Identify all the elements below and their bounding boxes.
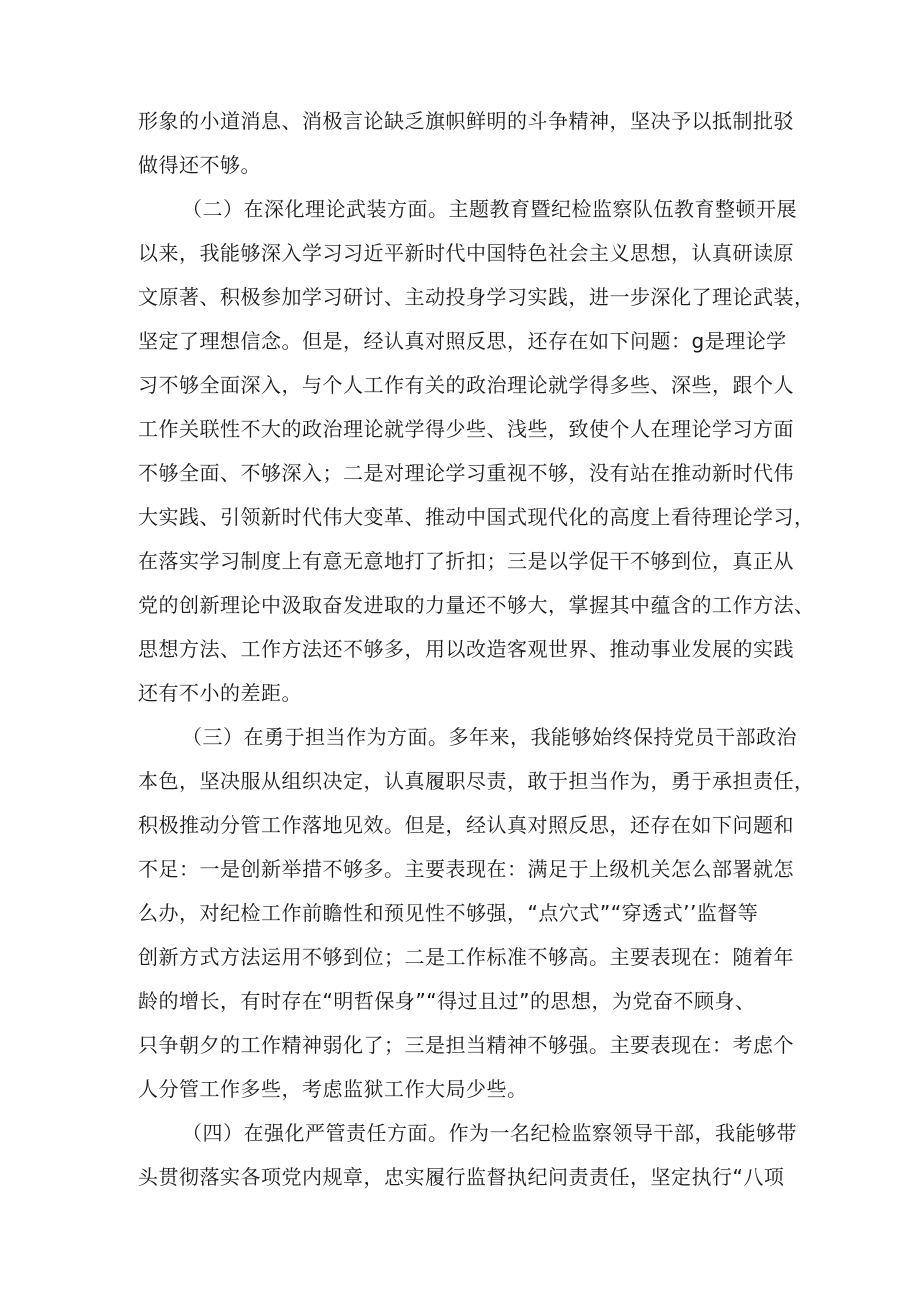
text-line: 人分管工作多些，考虑监狱工作大局少些。 [138,1077,528,1101]
paragraph-heading-2: （二）在深化理论武装方面。主题教育暨纪检监察队伍教育整顿开展 [182,197,797,221]
text-line: 坚定了理想信念。但是，经认真对照反思，还存在如下问题：g是理论学 [138,329,787,353]
text-line: 思想方法、工作方法还不够多，用以改造客观世界、推动事业发展的实践 [138,637,794,661]
text-line: 还有不小的差距。 [138,681,302,705]
text-line: 本色，坚决服从组织决定，认真履职尽责，敢于担当作为，勇于承担责任， [138,769,815,793]
text-line: 党的创新理论中汲取奋发进取的力量还不够大，掌握其中蕴含的工作方法、 [138,593,815,617]
text-line: 习不够全面深入，与个人工作有关的政治理论就学得多些、深些，跟个人 [138,373,794,397]
text-line: 龄的增长，有时存在“明哲保身”“得过且过”的思想，为党奋不顾身、 [138,989,756,1013]
text-line: 积极推动分管工作落地见效。但是，经认真对照反思，还存在如下问题和 [138,813,794,837]
text-line: 么办，对纪检工作前瞻性和预见性不够强，“点穴式”“穿透式’’监督等 [138,901,759,925]
paragraph-heading-3: （三）在勇于担当作为方面。多年来，我能够始终保持党员干部政治 [182,725,797,749]
text-line: 不够全面、不够深入；二是对理论学习重视不够，没有站在推动新时代伟 [138,461,794,485]
text-line: 工作关联性不大的政治理论就学得少些、浅些，致使个人在理论学习方面 [138,417,794,441]
text-line: 文原著、积极参加学习研讨、主动投身学习实践，进一步深化了理论武装， [138,285,815,309]
text-line: 在落实学习制度上有意无意地打了折扣；三是以学促干不够到位，真正从 [138,549,794,573]
text-line: 做得还不够。 [138,153,261,177]
text-line: 头贯彻落实各项党内规章，忠实履行监督执纪问责责任，坚定执行“八项 [138,1165,785,1189]
paragraph-heading-4: （四）在强化严管责任方面。作为一名纪检监察领导干部，我能够带 [182,1121,797,1145]
text-line: 形象的小道消息、消极言论缺乏旗帜鲜明的斗争精神，坚决予以抵制批驳 [138,109,794,133]
text-line: 以来，我能够深入学习习近平新时代中国特色社会主义思想，认真研读原 [138,241,794,265]
text-line: 只争朝夕的工作精神弱化了；三是担当精神不够强。主要表现在：考虑个 [138,1033,794,1057]
text-line: 大实践、引领新时代伟大变革、推动中国式现代化的高度上看待理论学习， [138,505,815,529]
text-line: 不足：一是创新举措不够多。主要表现在：满足于上级机关怎么部署就怎 [138,857,794,881]
text-line: 创新方式方法运用不够到位；二是工作标准不够高。主要表现在：随着年 [138,945,794,969]
